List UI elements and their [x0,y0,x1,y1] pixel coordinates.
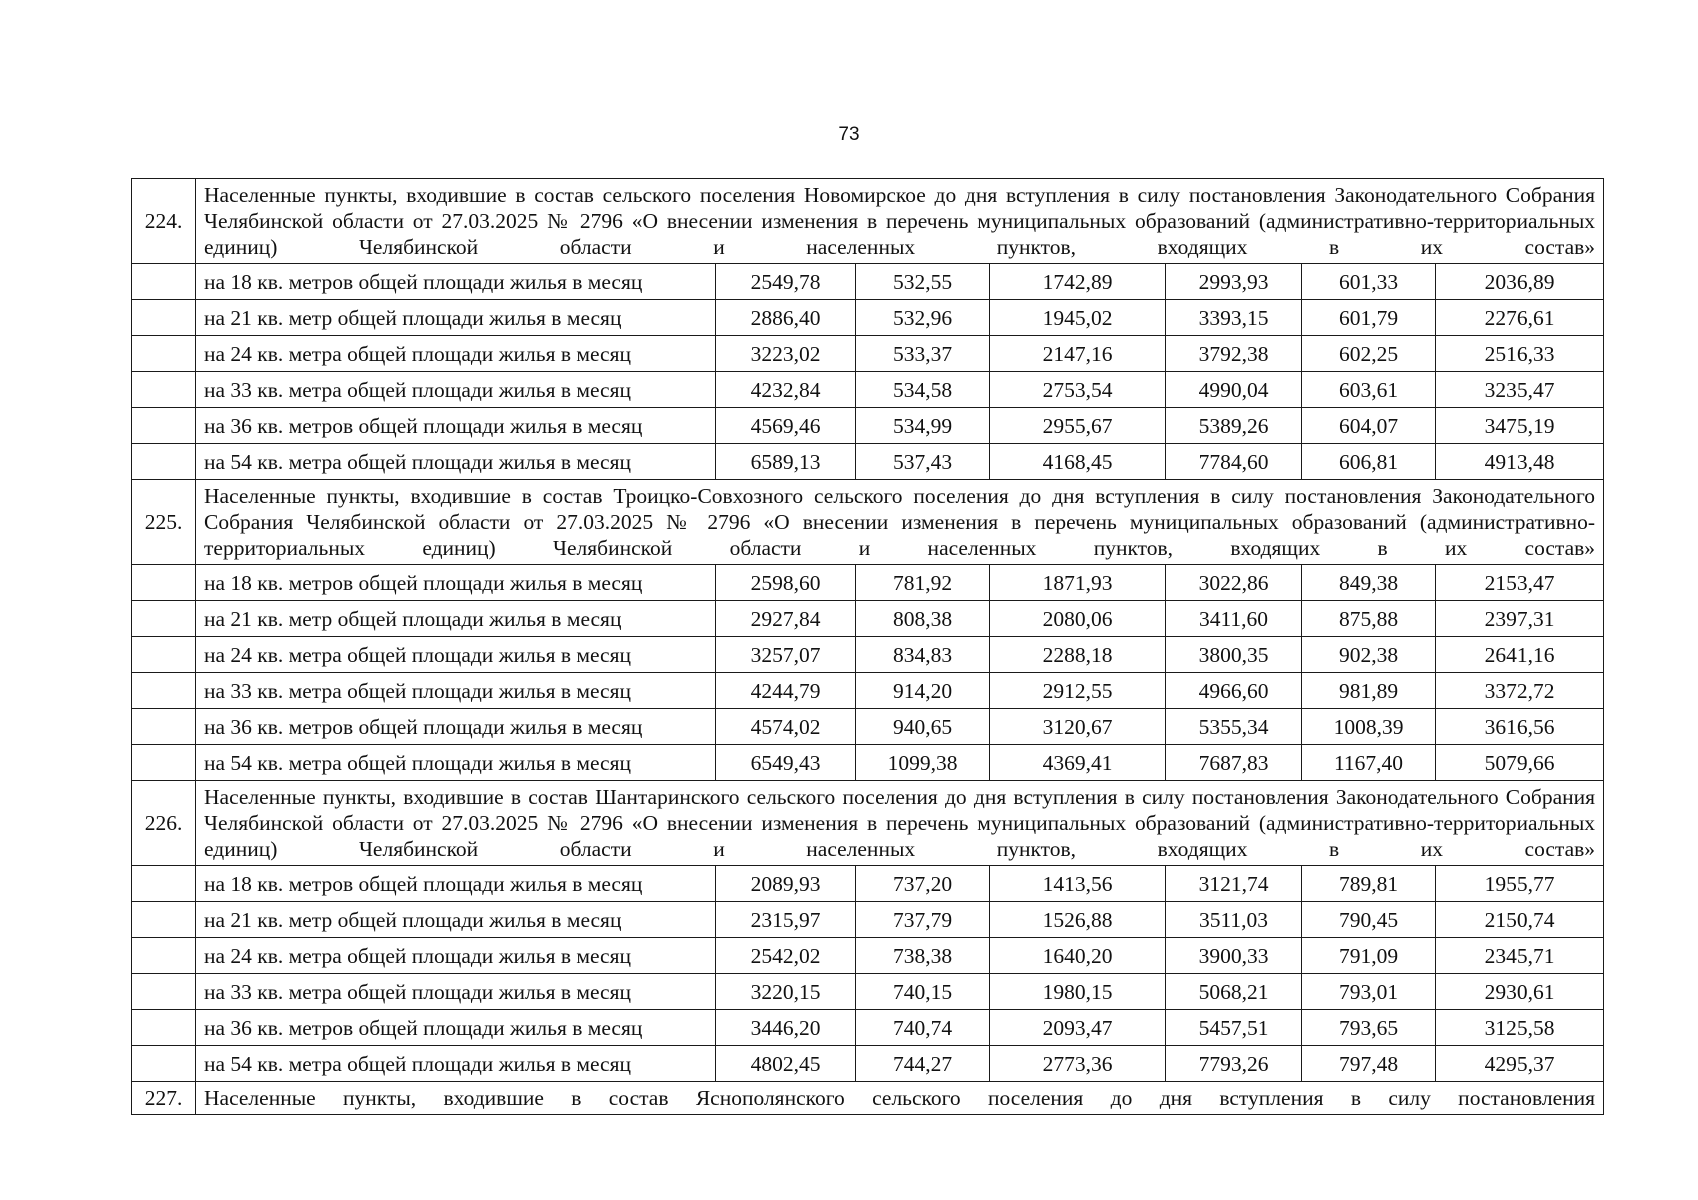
value-cell: 6549,43 [716,745,856,781]
value-cell: 2288,18 [990,637,1166,673]
section-description: Населенные пункты, входившие в состав Яснополянского сельского поселения до дня вступления в силу постановления [196,1082,1604,1115]
value-cell: 4569,46 [716,408,856,444]
row-number-cell [132,264,196,300]
row-label: на 54 кв. метра общей площади жилья в месяц [196,745,716,781]
section-row [132,480,1604,565]
value-cell: 2930,61 [1436,974,1604,1010]
value-cell: 537,43 [856,444,990,480]
section-number: 224. [132,179,196,264]
row-label: на 54 кв. метра общей площади жилья в месяц [196,1046,716,1082]
table-row [132,444,1604,480]
value-cell: 740,74 [856,1010,990,1046]
value-cell: 2315,97 [716,902,856,938]
value-cell: 2345,71 [1436,938,1604,974]
value-cell: 1980,15 [990,974,1166,1010]
row-label: на 21 кв. метр общей площади жилья в месяц [196,902,716,938]
value-cell: 2927,84 [716,601,856,637]
value-cell: 2886,40 [716,300,856,336]
value-cell: 533,37 [856,336,990,372]
table-row [132,408,1604,444]
table-row [132,565,1604,601]
row-label: на 18 кв. метров общей площади жилья в месяц [196,565,716,601]
value-cell: 740,15 [856,974,990,1010]
value-cell: 808,38 [856,601,990,637]
value-cell: 791,09 [1302,938,1436,974]
section-description: Населенные пункты, входившие в состав Троицко-Совхозного сельского поселения до дня вступления в силу постановления Законодательного Собрания Челябинской области от 27.03.2025 № 2796 «О внесении изменения в перечень муниципальных образований (административно-территориальных единиц) Челябинской области и населенных пунктов, входящих в их состав» [196,480,1604,565]
section-description: Населенные пункты, входившие в состав сельского поселения Новомирское до дня вступления в силу постановления Законодательного Собрания Челябинской области от 27.03.2025 № 2796 «О внесении изменения в перечень муниципальных образований (административно-территориальных единиц) Челябинской области и населенных пунктов, входящих в их состав» [196,179,1604,264]
value-cell: 2080,06 [990,601,1166,637]
row-label: на 36 кв. метров общей площади жилья в месяц [196,1010,716,1046]
value-cell: 1008,39 [1302,709,1436,745]
table-row [132,300,1604,336]
value-cell: 793,01 [1302,974,1436,1010]
value-cell: 3792,38 [1166,336,1302,372]
value-cell: 4295,37 [1436,1046,1604,1082]
value-cell: 606,81 [1302,444,1436,480]
row-label: на 18 кв. метров общей площади жилья в месяц [196,264,716,300]
row-label: на 24 кв. метра общей площади жилья в месяц [196,938,716,974]
value-cell: 3411,60 [1166,601,1302,637]
row-label: на 18 кв. метров общей площади жилья в месяц [196,866,716,902]
row-label: на 21 кв. метр общей площади жилья в месяц [196,601,716,637]
table-row [132,372,1604,408]
value-cell: 4168,45 [990,444,1166,480]
value-cell: 3235,47 [1436,372,1604,408]
value-cell: 604,07 [1302,408,1436,444]
value-cell: 4232,84 [716,372,856,408]
table-row [132,974,1604,1010]
row-number-cell [132,601,196,637]
value-cell: 601,79 [1302,300,1436,336]
value-cell: 602,25 [1302,336,1436,372]
tariff-table [131,178,1604,1115]
row-number-cell [132,565,196,601]
value-cell: 4369,41 [990,745,1166,781]
value-cell: 532,96 [856,300,990,336]
value-cell: 2516,33 [1436,336,1604,372]
value-cell: 4574,02 [716,709,856,745]
value-cell: 2036,89 [1436,264,1604,300]
row-label: на 33 кв. метра общей площади жилья в месяц [196,974,716,1010]
value-cell: 3372,72 [1436,673,1604,709]
value-cell: 4244,79 [716,673,856,709]
row-number-cell [132,1010,196,1046]
section-number: 225. [132,480,196,565]
value-cell: 3900,33 [1166,938,1302,974]
value-cell: 744,27 [856,1046,990,1082]
value-cell: 7793,26 [1166,1046,1302,1082]
value-cell: 2397,31 [1436,601,1604,637]
section-number: 227. [132,1082,196,1115]
table-row [132,336,1604,372]
value-cell: 3475,19 [1436,408,1604,444]
value-cell: 601,33 [1302,264,1436,300]
value-cell: 1413,56 [990,866,1166,902]
table-row [132,902,1604,938]
value-cell: 603,61 [1302,372,1436,408]
table-row [132,673,1604,709]
value-cell: 6589,13 [716,444,856,480]
value-cell: 3220,15 [716,974,856,1010]
value-cell: 534,99 [856,408,990,444]
value-cell: 2089,93 [716,866,856,902]
value-cell: 5389,26 [1166,408,1302,444]
value-cell: 2549,78 [716,264,856,300]
row-number-cell [132,745,196,781]
row-number-cell [132,673,196,709]
table-row [132,745,1604,781]
row-number-cell [132,938,196,974]
value-cell: 5457,51 [1166,1010,1302,1046]
value-cell: 737,79 [856,902,990,938]
value-cell: 781,92 [856,565,990,601]
table-row [132,1010,1604,1046]
row-label: на 36 кв. метров общей площади жилья в месяц [196,408,716,444]
value-cell: 1099,38 [856,745,990,781]
row-number-cell [132,637,196,673]
value-cell: 2773,36 [990,1046,1166,1082]
section-row [132,781,1604,866]
value-cell: 2753,54 [990,372,1166,408]
value-cell: 2542,02 [716,938,856,974]
table-row [132,709,1604,745]
row-label: на 33 кв. метра общей площади жилья в месяц [196,673,716,709]
value-cell: 5355,34 [1166,709,1302,745]
value-cell: 3121,74 [1166,866,1302,902]
value-cell: 3125,58 [1436,1010,1604,1046]
row-label: на 24 кв. метра общей площади жилья в месяц [196,637,716,673]
value-cell: 1742,89 [990,264,1166,300]
row-label: на 21 кв. метр общей площади жилья в месяц [196,300,716,336]
value-cell: 1167,40 [1302,745,1436,781]
page-number: 73 [838,124,860,145]
row-label: на 36 кв. метров общей площади жилья в месяц [196,709,716,745]
value-cell: 1640,20 [990,938,1166,974]
table-row [132,601,1604,637]
value-cell: 5079,66 [1436,745,1604,781]
row-number-cell [132,408,196,444]
table-row [132,938,1604,974]
value-cell: 981,89 [1302,673,1436,709]
section-row [132,1082,1604,1115]
value-cell: 849,38 [1302,565,1436,601]
value-cell: 1955,77 [1436,866,1604,902]
value-cell: 4966,60 [1166,673,1302,709]
table-row [132,1046,1604,1082]
table-row [132,866,1604,902]
value-cell: 789,81 [1302,866,1436,902]
row-label: на 33 кв. метра общей площади жилья в месяц [196,372,716,408]
section-description: Населенные пункты, входившие в состав Шантаринского сельского поселения до дня вступления в силу постановления Законодательного Собрания Челябинской области от 27.03.2025 № 2796 «О внесении изменения в перечень муниципальных образований (административно-территориальных единиц) Челябинской области и населенных пунктов, входящих в их состав» [196,781,1604,866]
value-cell: 2093,47 [990,1010,1166,1046]
row-number-cell [132,1046,196,1082]
table-row [132,637,1604,673]
value-cell: 1945,02 [990,300,1166,336]
value-cell: 834,83 [856,637,990,673]
section-number: 226. [132,781,196,866]
value-cell: 5068,21 [1166,974,1302,1010]
row-number-cell [132,902,196,938]
value-cell: 3022,86 [1166,565,1302,601]
value-cell: 2993,93 [1166,264,1302,300]
value-cell: 875,88 [1302,601,1436,637]
row-label: на 54 кв. метра общей площади жилья в месяц [196,444,716,480]
value-cell: 3800,35 [1166,637,1302,673]
value-cell: 4802,45 [716,1046,856,1082]
row-number-cell [132,709,196,745]
value-cell: 737,20 [856,866,990,902]
value-cell: 2912,55 [990,673,1166,709]
value-cell: 3223,02 [716,336,856,372]
value-cell: 2276,61 [1436,300,1604,336]
value-cell: 914,20 [856,673,990,709]
value-cell: 3257,07 [716,637,856,673]
value-cell: 738,38 [856,938,990,974]
table-row [132,264,1604,300]
value-cell: 4913,48 [1436,444,1604,480]
row-label: на 24 кв. метра общей площади жилья в месяц [196,336,716,372]
value-cell: 902,38 [1302,637,1436,673]
row-number-cell [132,444,196,480]
section-row [132,179,1604,264]
value-cell: 793,65 [1302,1010,1436,1046]
value-cell: 2641,16 [1436,637,1604,673]
value-cell: 2153,47 [1436,565,1604,601]
row-number-cell [132,336,196,372]
value-cell: 2955,67 [990,408,1166,444]
value-cell: 3446,20 [716,1010,856,1046]
value-cell: 3616,56 [1436,709,1604,745]
value-cell: 1526,88 [990,902,1166,938]
value-cell: 790,45 [1302,902,1436,938]
row-number-cell [132,372,196,408]
value-cell: 7784,60 [1166,444,1302,480]
value-cell: 940,65 [856,709,990,745]
value-cell: 2598,60 [716,565,856,601]
value-cell: 4990,04 [1166,372,1302,408]
value-cell: 532,55 [856,264,990,300]
value-cell: 534,58 [856,372,990,408]
value-cell: 3393,15 [1166,300,1302,336]
value-cell: 2150,74 [1436,902,1604,938]
value-cell: 797,48 [1302,1046,1436,1082]
row-number-cell [132,300,196,336]
row-number-cell [132,866,196,902]
value-cell: 3511,03 [1166,902,1302,938]
row-number-cell [132,974,196,1010]
value-cell: 7687,83 [1166,745,1302,781]
value-cell: 3120,67 [990,709,1166,745]
value-cell: 1871,93 [990,565,1166,601]
value-cell: 2147,16 [990,336,1166,372]
